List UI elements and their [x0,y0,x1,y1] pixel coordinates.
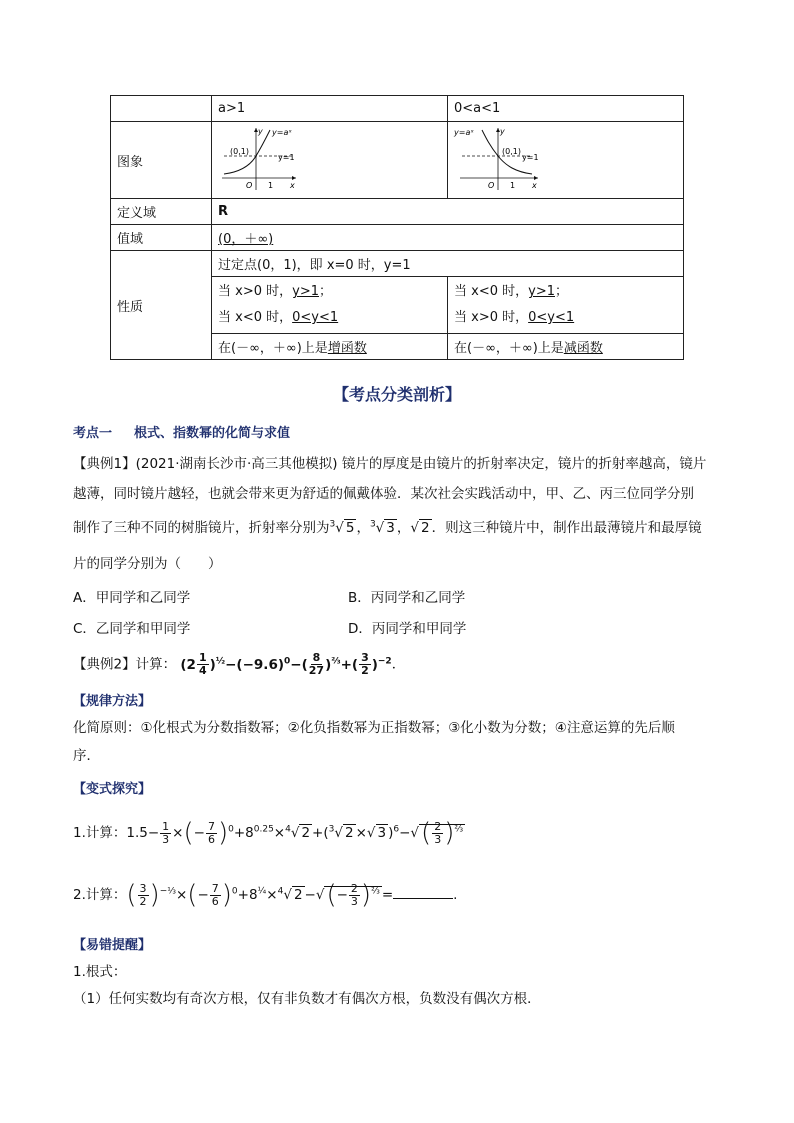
ex1-line4: 片的同学分别为（ ） [73,556,222,572]
ex2-line: 【典例2】计算： (2 $\frac{1}{4}$ )$^{\frac{1}{2}}-(-9.6)^0-$( $\frac{8}{27}$ )$^{\frac{2}{3}}$+( $\frac{3}{2}$ )$^{-2}$． [73,651,406,677]
svg-text:y: y [258,127,263,136]
ex1-line1: 【典例1】(2021·湖南长沙市·高三其他模拟) 镜片的厚度是由镜片的折射率决定，镜片的折射率越高，镜片 [73,456,707,472]
mono-decreasing: 在(－∞，＋∞)上是减函数 [448,334,684,360]
mono-increasing: 在(－∞，＋∞)上是增函数 [212,334,448,360]
option-d: D．丙同学和甲同学 [348,621,467,637]
props-decreasing: 当 x<0 时，y>1； 当 x>0 时，0<y<1 [448,277,684,334]
row-props-label: 性质 [111,251,212,360]
props-increasing: 当 x>0 时，y>1； 当 x<0 时，0<y<1 [212,277,448,334]
exp-function-table [110,95,684,360]
option-c: C．乙同学和甲同学 [73,621,191,637]
svg-text:1: 1 [268,181,274,190]
svg-text:y=aˣ: y=aˣ [272,128,292,137]
ex1-line2: 越薄，同时镜片越轻，也就会带来更为舒适的佩戴体验．某次社会实践活动中，甲、乙、丙三位同学分别 [73,486,694,502]
svg-text:y=1: y=1 [278,153,295,162]
svg-text:O: O [488,181,495,190]
graph-decreasing [448,122,684,199]
method-line2: 序． [73,748,100,764]
header-a-gt-1: a>1 [212,96,448,122]
option-a: A．甲同学和乙同学 [73,590,191,606]
svg-text:x: x [290,181,295,190]
increasing-exp-graph [212,122,447,194]
variant-q2: 2.计算：( $\frac{3}{2}$ )$^{-\frac{1}{3}}$×(− $\frac{7}{6}$ )$^0+8^{\frac{1}{4}}\times^4√$ 2 −√(− $\frac{2}{3}$ )$^{\frac{2}{3}}$ = . [73,880,458,910]
svg-text:x: x [532,181,537,190]
svg-text:y=1: y=1 [522,153,539,162]
range-value: (0，＋∞) [212,225,684,251]
graph-increasing [212,122,448,199]
variant-q1: 1.计算：1.5− $\frac{1}{3}$ ×(− $\frac{7}{6}$ )$^0+8^{0.25}\times^4√$ 2 +($^3$√ 2 ×√ 3 )$^6$−√( $\frac{2}{3}$ )$^{\frac{2}{3}}$ [73,818,464,848]
row-domain-label: 定义域 [111,199,212,225]
row-range-label: 值域 [111,225,212,251]
svg-text:(0,1): (0,1) [230,147,249,156]
pitfall-l2: （1）任何实数均有奇次方根，仅有非负数才有偶次方根，负数没有偶次方根． [73,991,541,1007]
pitfall-tag: 【易错提醒】 [73,938,152,953]
ex1-line3: 制作了三种不同的树脂镜片，折射率分别为$^3$√ 5 ，$^3$√ 3 ，√ 2 ．则这三种镜片中，制作出最薄镜片和最厚镜 [73,519,702,536]
method-line1: 化简原则：①化根式为分数指数幂；②化负指数幂为正指数幂；③化小数为分数；④注意运算的先后顺 [73,720,675,736]
fixed-point: 过定点(0，1)，即 x=0 时，y=1 [212,251,684,277]
svg-text:y=aˣ: y=aˣ [454,128,474,137]
kp1-heading: 考点一 根式、指数幂的化简与求值 [73,426,291,441]
row-graph-label: 图象 [111,122,212,199]
table-corner [111,96,212,122]
pitfall-l1: 1.根式： [73,964,127,980]
svg-text:O: O [246,181,253,190]
svg-text:y: y [500,127,505,136]
option-b: B．丙同学和乙同学 [348,590,466,606]
method-tag: 【规律方法】 [73,694,152,709]
svg-text:(0,1): (0,1) [502,147,521,156]
section-title: 【考点分类剖析】 [332,385,461,404]
header-a-lt-1: 0<a<1 [448,96,684,122]
variant-tag: 【变式探究】 [73,782,152,797]
decreasing-exp-graph [448,122,683,194]
svg-text:1: 1 [510,181,516,190]
domain-value: R [212,199,684,225]
